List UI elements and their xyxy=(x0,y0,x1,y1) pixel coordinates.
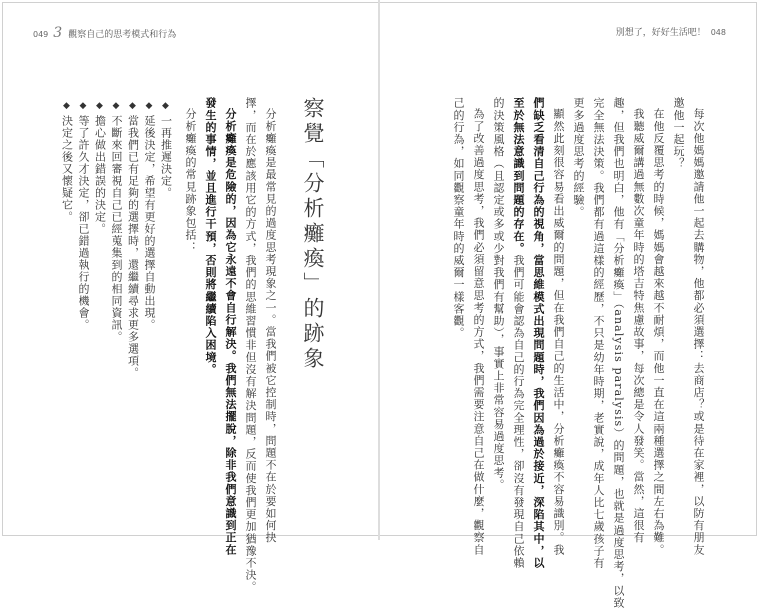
list-item: ◆延後決定，希望有更好的選擇自動出現。 xyxy=(141,101,158,401)
chapter-number: 3 xyxy=(53,25,63,41)
body-column: 己的行為，如同觀察童年時的威爾一樣客觀。 xyxy=(452,97,465,339)
body-column: 至於無法意識到問題的存在。我們可能會認為自己的行為完全理性，卻沒有發現自己依賴 xyxy=(512,97,525,569)
left-page-header xyxy=(28,25,176,41)
body-column-bold: 發生的事情，並且進行干預，否則將繼續陷入困境。 xyxy=(204,97,217,376)
book-gutter xyxy=(378,0,380,540)
right-page-header xyxy=(616,25,731,38)
bullet-icon: ◆ xyxy=(144,101,154,112)
body-column: 顯然此刻很容易看出威爾的問題，但在我們自己的生活中，分析癱瘓不容易識別。我 xyxy=(552,108,565,556)
bullet-list xyxy=(58,101,174,401)
body-column-bold: 們缺乏看清自己行為的視角，當思維模式出現問題時，我們因為過於接近，深陷其中，以 xyxy=(532,97,545,569)
body-column: 每次他媽媽邀請他一起去購物，他都必須選擇：去商店？或是待在家裡，以防有朋友 xyxy=(692,108,705,556)
left-page-number: 049 xyxy=(33,30,49,39)
body-column: 在他反覆思考的時候，媽媽會越來越不耐煩，而他一直在這兩種選擇之間左右為難。 xyxy=(652,108,665,556)
body-column: 我聽威爾講過無數次童年時的塔吉特焦慮故事，每次總是令人發笑。當然，這很有 xyxy=(632,108,645,544)
body-column: 更多過度思考的經驗。 xyxy=(572,97,585,218)
body-column: 邀他一起玩？ xyxy=(672,97,685,170)
list-item: ◆等了許久才決定，卻已錯過執行的機會。 xyxy=(75,101,92,401)
list-item: ◆當我們已有足夠的選擇時，還繼續尋求更多選項。 xyxy=(124,101,141,401)
bullet-icon: ◆ xyxy=(78,101,88,112)
bullet-icon: ◆ xyxy=(160,101,171,112)
book-title: 別想了，好好生活吧！ xyxy=(615,28,706,38)
section-heading: 察覺「分析癱瘓」的跡象 xyxy=(301,97,325,372)
list-item: ◆決定之後又懷疑它。 xyxy=(58,101,75,401)
body-column: 趣，但我們也明白，他有「分析癱瘓」（analysis paralysis）的問題，也就是過度思考，以致 xyxy=(612,97,625,609)
body-column: 分析癱瘓是最常見的過度思考現象之一。當我們被它控制時，問題不在於要如何抉 xyxy=(264,108,277,544)
body-column: 為了改善過度思考，我們必須留意思考的方式，我們需要注意自己在做什麼，觀察自 xyxy=(472,108,485,556)
bullet-icon: ◆ xyxy=(111,101,121,112)
bullet-icon: ◆ xyxy=(94,101,105,112)
list-item: ◆一再推遲決定。 xyxy=(157,101,174,401)
list-item: ◆擔心做出錯誤的決定。 xyxy=(91,101,108,401)
body-column: 的決策風格（且認定或多或少對我們有幫助），事實上非常容易過度思考。 xyxy=(492,97,505,491)
bullet-icon: ◆ xyxy=(127,101,138,112)
body-column-bold: 分析癱瘓是危險的，因為它永遠不會自行解決。我們無法擺脫，除非我們意識到正在 xyxy=(224,108,237,556)
list-item: ◆不斷來回審視自己已經蒐集到的相同資訊。 xyxy=(108,101,125,401)
body-column: 分析癱瘓的常見跡象包括： xyxy=(184,108,197,254)
right-page-number: 048 xyxy=(710,28,726,37)
chapter-title: 觀察自己的思考模式和行為 xyxy=(68,30,177,40)
bullet-icon: ◆ xyxy=(61,101,72,112)
body-column: 完全無法決策。我們都有過這樣的經歷，不只是幼年時期，老實說，成年人比七歲孩子有 xyxy=(592,97,605,569)
body-column: 擇，而在於應該用它的方式，我們的思維習慣非但沒有解決問題，反而使我們更加猶豫不決。 xyxy=(244,97,257,594)
